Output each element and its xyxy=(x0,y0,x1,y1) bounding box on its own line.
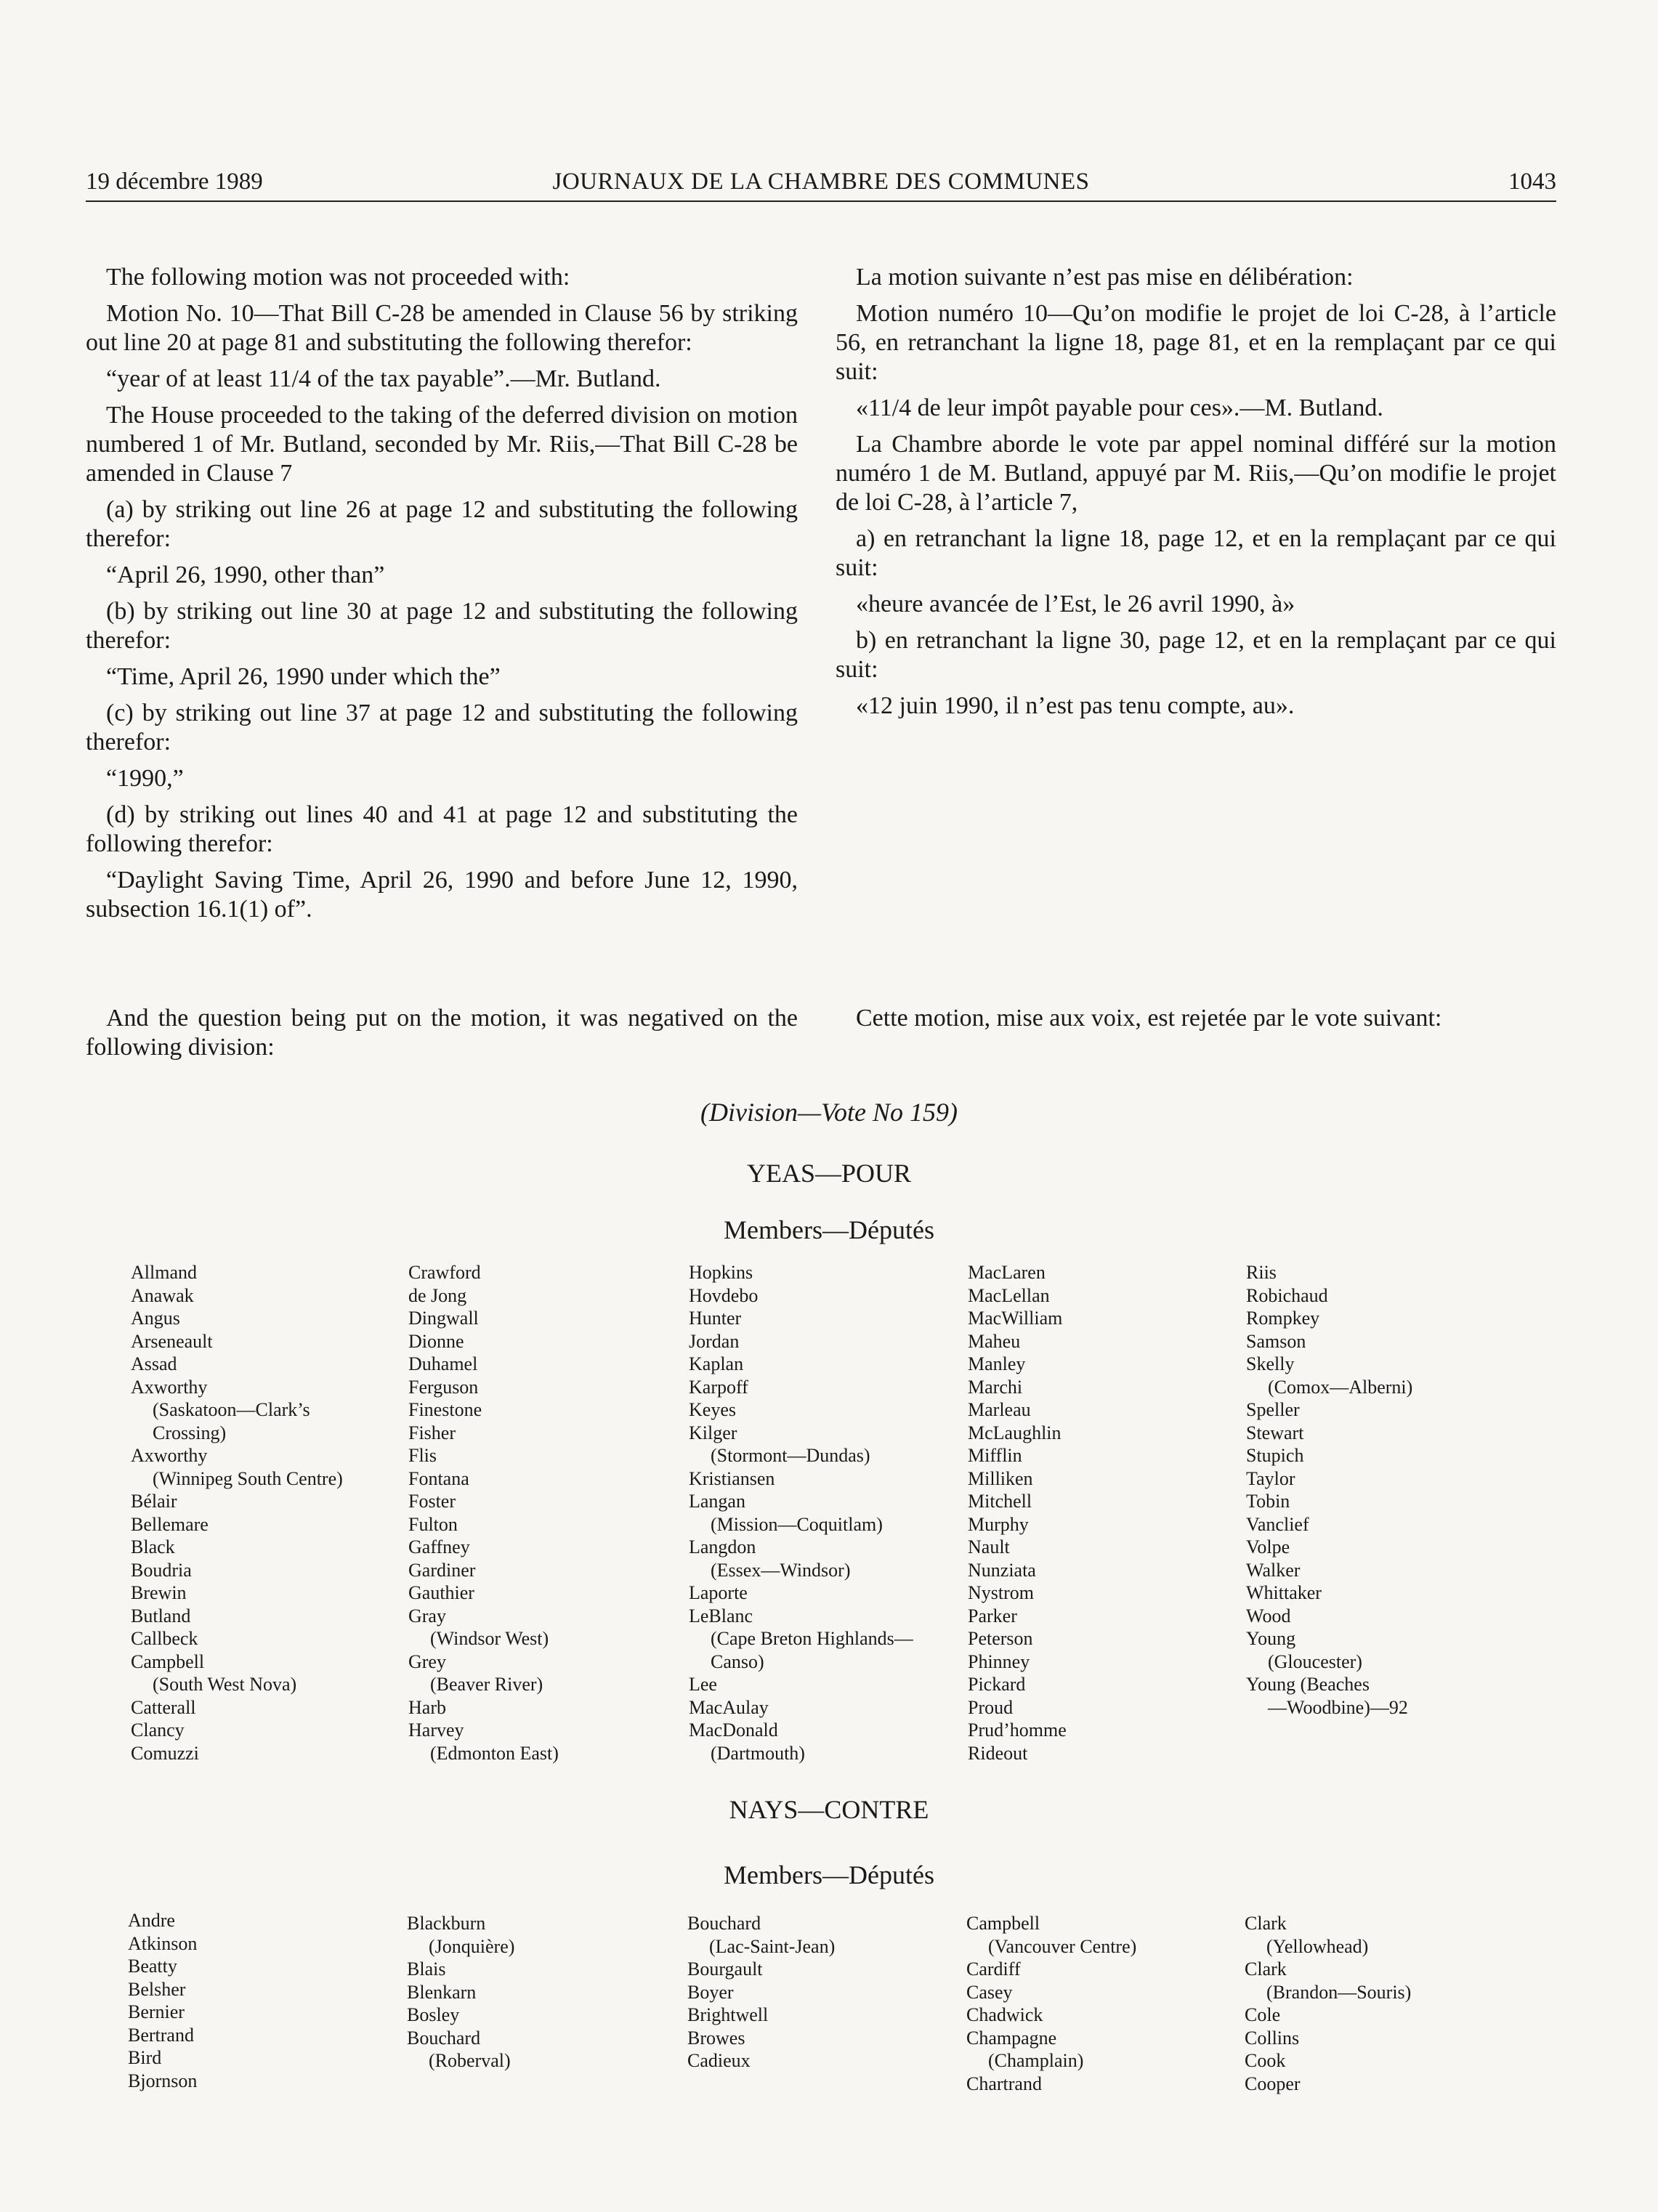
member-name: (Winnipeg South Centre) xyxy=(153,1467,343,1489)
member-name: Callbeck xyxy=(131,1628,198,1649)
member-name: Bourgault xyxy=(687,1958,763,1980)
member-name: Proud xyxy=(968,1696,1014,1718)
member-name: (Beaver River) xyxy=(430,1674,543,1695)
member-name: Stewart xyxy=(1246,1422,1304,1443)
member-name: MacWilliam xyxy=(968,1308,1063,1329)
member-name: McLaughlin xyxy=(968,1422,1061,1443)
member-name: Crossing) xyxy=(153,1422,227,1443)
member-name: Murphy xyxy=(968,1513,1029,1535)
en-paragraph: The following motion was not proceeded with: xyxy=(106,264,570,291)
member-name: Nault xyxy=(968,1536,1010,1557)
member-name: (Jonquière) xyxy=(429,1935,515,1957)
member-name: Collins xyxy=(1245,2027,1300,2049)
fr-paragraph: «12 juin 1990, il n’est pas tenu compte, au». xyxy=(856,692,1295,719)
member-name: Kristiansen xyxy=(689,1467,775,1489)
en-paragraph: (a) by striking out line 26 at page 12 and substituting the following therefor: xyxy=(86,496,798,552)
header-date: 19 décembre 1989 xyxy=(86,169,263,195)
member-name: Beatty xyxy=(128,1956,177,1977)
member-name: Whittaker xyxy=(1246,1582,1322,1603)
member-name: Belsher xyxy=(128,1978,186,2000)
member-name: Bjornson xyxy=(128,2070,198,2091)
member-name: (Stormont—Dundas) xyxy=(711,1445,870,1466)
en-paragraph: The House proceeded to the taking of the deferred division on motion numbered 1 of Mr. Butland, seconded by Mr. Riis,—That Bill C-28 be amended in Clause 7 xyxy=(86,402,798,487)
member-name: Atkinson xyxy=(128,1932,198,1954)
member-name: Harb xyxy=(408,1696,446,1718)
member-name: Boudria xyxy=(131,1559,192,1581)
member-name: (Edmonton East) xyxy=(430,1742,559,1764)
member-name: MacLaren xyxy=(968,1262,1046,1283)
member-name: Blais xyxy=(407,1958,446,1980)
member-name: (Yellowhead) xyxy=(1266,1935,1369,1957)
page-number: 1043 xyxy=(1508,169,1556,195)
member-name: Riis xyxy=(1246,1262,1277,1283)
yeas-heading: YEAS—POUR xyxy=(746,1159,912,1188)
member-name: Wood xyxy=(1246,1605,1291,1626)
member-name: Kilger xyxy=(689,1422,737,1443)
en-paragraph: “Time, April 26, 1990 under which the” xyxy=(106,663,501,690)
member-name: Finestone xyxy=(408,1399,482,1420)
yeas-column-5 xyxy=(1246,1261,1522,1719)
nays-column-3 xyxy=(687,1912,963,2073)
member-name: Cole xyxy=(1245,2004,1281,2025)
member-name: Prud’homme xyxy=(968,1719,1067,1741)
member-name: Dionne xyxy=(408,1330,464,1352)
member-name: Nystrom xyxy=(968,1582,1034,1603)
member-name: Hunter xyxy=(689,1308,742,1329)
member-name: LeBlanc xyxy=(689,1605,753,1626)
en-closing-paragraph: And the question being put on the motion, it was negatived on the following division: xyxy=(86,1005,798,1061)
yeas-column-1 xyxy=(131,1261,407,1765)
member-name: Black xyxy=(131,1536,175,1557)
member-name: Bernier xyxy=(128,2001,185,2022)
member-name: Skelly xyxy=(1246,1353,1295,1374)
member-name: Flis xyxy=(408,1445,437,1466)
member-name: Bertrand xyxy=(128,2024,194,2046)
member-name: Grey xyxy=(408,1650,446,1672)
member-name: (Comox—Alberni) xyxy=(1268,1376,1413,1398)
member-name: Marchi xyxy=(968,1376,1023,1398)
member-name: Young (Beaches xyxy=(1246,1674,1370,1695)
member-name: Jordan xyxy=(689,1330,740,1352)
member-name: Lee xyxy=(689,1674,717,1695)
member-name: Bosley xyxy=(407,2004,460,2025)
member-name: Fulton xyxy=(408,1513,458,1535)
member-name: Mitchell xyxy=(968,1491,1032,1512)
member-name: Axworthy xyxy=(131,1376,208,1398)
member-name: (Cape Breton Highlands— xyxy=(711,1628,913,1649)
yeas-members-heading: Members—Députés xyxy=(724,1215,934,1244)
member-name: Cardiff xyxy=(966,1958,1021,1980)
member-name: (Lac-Saint-Jean) xyxy=(709,1935,836,1957)
member-name: Duhamel xyxy=(408,1353,478,1374)
member-name: (Gloucester) xyxy=(1268,1650,1362,1672)
yeas-column-4 xyxy=(968,1261,1244,1765)
member-name: Crawford xyxy=(408,1262,481,1283)
member-name: Taylor xyxy=(1246,1467,1295,1489)
member-name: Blenkarn xyxy=(407,1981,477,2003)
member-name: Fontana xyxy=(408,1467,469,1489)
member-name: (Windsor West) xyxy=(430,1628,549,1649)
member-name: Keyes xyxy=(689,1399,736,1420)
member-name: Catterall xyxy=(131,1696,196,1718)
member-name: Rompkey xyxy=(1246,1308,1320,1329)
french-column xyxy=(836,263,1556,728)
en-paragraph: (c) by striking out line 37 at page 12 and substituting the following therefor: xyxy=(86,700,798,755)
fr-paragraph: «heure avancée de l’Est, le 26 avril 1990, à» xyxy=(856,591,1295,617)
member-name: Chartrand xyxy=(966,2073,1042,2094)
member-name: MacAulay xyxy=(689,1696,769,1718)
en-paragraph: “April 26, 1990, other than” xyxy=(106,562,385,588)
member-name: Canso) xyxy=(711,1650,764,1672)
yeas-column-2 xyxy=(408,1261,684,1765)
member-name: Samson xyxy=(1246,1330,1306,1352)
member-name: Casey xyxy=(966,1981,1013,2003)
member-name: (Dartmouth) xyxy=(711,1742,805,1764)
member-name: Milliken xyxy=(968,1467,1033,1489)
member-name: Brightwell xyxy=(687,2004,769,2025)
member-name: Bird xyxy=(128,2047,162,2068)
member-name: Langdon xyxy=(689,1536,756,1557)
member-name: Hovdebo xyxy=(689,1284,759,1306)
member-name: Anawak xyxy=(131,1284,194,1306)
member-name: Allmand xyxy=(131,1262,197,1283)
member-name: Stupich xyxy=(1246,1445,1304,1466)
fr-paragraph: «11/4 de leur impôt payable pour ces».—M. Butland. xyxy=(856,394,1383,421)
member-name: Laporte xyxy=(689,1582,748,1603)
header-rule xyxy=(86,200,1556,202)
member-name: Clark xyxy=(1245,1913,1287,1934)
member-name: Champagne xyxy=(966,2027,1057,2049)
member-name: Maheu xyxy=(968,1330,1021,1352)
yeas-column-3 xyxy=(689,1261,965,1765)
member-name: de Jong xyxy=(408,1284,467,1306)
member-name: (Essex—Windsor) xyxy=(711,1559,851,1581)
member-name: Gray xyxy=(408,1605,446,1626)
en-paragraph: “year of at least 11/4 of the tax payable”.—Mr. Butland. xyxy=(106,365,661,392)
member-name: Walker xyxy=(1246,1559,1301,1581)
member-name: Volpe xyxy=(1246,1536,1290,1557)
member-name: Boyer xyxy=(687,1981,734,2003)
member-name: Cooper xyxy=(1245,2073,1301,2094)
header-title: JOURNAUX DE LA CHAMBRE DES COMMUNES xyxy=(552,169,1090,195)
member-name: Marleau xyxy=(968,1399,1031,1420)
nays-column-4 xyxy=(966,1912,1242,2095)
member-name: (Mission—Coquitlam) xyxy=(711,1513,883,1535)
fr-paragraph: La Chambre aborde le vote par appel nominal différé sur la motion numéro 1 de M. Butland, appuyé par M. Riis,—Qu’on modifie le projet de loi C-28, à l’article 7, xyxy=(836,431,1556,516)
member-name: Peterson xyxy=(968,1628,1033,1649)
member-name: Ferguson xyxy=(408,1376,479,1398)
en-paragraph: Motion No. 10—That Bill C-28 be amended in Clause 56 by striking out line 20 at page 81 and substituting the following therefor: xyxy=(86,300,798,356)
member-name: Hopkins xyxy=(689,1262,753,1283)
member-name: Browes xyxy=(687,2027,745,2049)
member-name: MacLellan xyxy=(968,1284,1050,1306)
nays-column-5 xyxy=(1245,1912,1521,2095)
member-name: Mifflin xyxy=(968,1445,1022,1466)
member-name: Harvey xyxy=(408,1719,464,1741)
en-paragraph: (d) by striking out lines 40 and 41 at page 12 and substituting the following therefor: xyxy=(86,801,798,857)
member-name: Gauthier xyxy=(408,1582,474,1603)
member-name: Manley xyxy=(968,1353,1026,1374)
fr-paragraph: Motion numéro 10—Qu’on modifie le projet de loi C-28, à l’article 56, en retranchant la ligne 18, page 81, et en la remplaçant par ce qui suit: xyxy=(836,300,1556,385)
fr-paragraph: a) en retranchant la ligne 18, page 12, et en la remplaçant par ce qui suit: xyxy=(836,525,1556,581)
member-name: (Vancouver Centre) xyxy=(988,1935,1137,1957)
member-name: Phinney xyxy=(968,1650,1030,1672)
member-name: Bellemare xyxy=(131,1513,209,1535)
nays-column-1 xyxy=(128,1909,404,2092)
member-name: Tobin xyxy=(1246,1491,1290,1512)
en-paragraph: “Daylight Saving Time, April 26, 1990 and before June 12, 1990, subsection 16.1(1) of”. xyxy=(86,867,798,923)
en-paragraph: (b) by striking out line 30 at page 12 and substituting the following therefor: xyxy=(86,598,798,654)
member-name: Vanclief xyxy=(1246,1513,1309,1535)
member-name: Axworthy xyxy=(131,1445,208,1466)
member-name: Cook xyxy=(1245,2050,1286,2071)
member-name: Pickard xyxy=(968,1674,1026,1695)
member-name: Gardiner xyxy=(408,1559,476,1581)
member-name: (Brandon—Souris) xyxy=(1266,1981,1412,2003)
fr-paragraph: La motion suivante n’est pas mise en délibération: xyxy=(856,264,1354,291)
member-name: (Roberval) xyxy=(429,2050,511,2071)
member-name: Dingwall xyxy=(408,1308,479,1329)
member-name: Comuzzi xyxy=(131,1742,199,1764)
member-name: Speller xyxy=(1246,1399,1300,1420)
member-name: Cadieux xyxy=(687,2050,751,2071)
member-name: Parker xyxy=(968,1605,1017,1626)
member-name: Bélair xyxy=(131,1491,177,1512)
member-name: Campbell xyxy=(966,1913,1040,1934)
member-name: Campbell xyxy=(131,1650,205,1672)
english-column xyxy=(86,263,798,931)
member-name: Andre xyxy=(128,1910,175,1931)
member-name: Langan xyxy=(689,1491,745,1512)
fr-closing-paragraph: Cette motion, mise aux voix, est rejetée par le vote suivant: xyxy=(856,1005,1442,1032)
member-name: —Woodbine)—92 xyxy=(1268,1696,1408,1718)
member-name: Nunziata xyxy=(968,1559,1036,1581)
member-name: Gaffney xyxy=(408,1536,470,1557)
member-name: (Champlain) xyxy=(988,2050,1084,2071)
member-name: Robichaud xyxy=(1246,1284,1328,1306)
en-paragraph: “1990,” xyxy=(106,765,184,792)
division-title: (Division—Vote No 159) xyxy=(700,1098,958,1127)
nays-heading: NAYS—CONTRE xyxy=(729,1795,929,1824)
member-name: Foster xyxy=(408,1491,456,1512)
member-name: Kaplan xyxy=(689,1353,744,1374)
member-name: Chadwick xyxy=(966,2004,1043,2025)
member-name: Clark xyxy=(1245,1958,1287,1980)
nays-members-heading: Members—Députés xyxy=(724,1860,934,1889)
nays-column-2 xyxy=(407,1912,683,2073)
member-name: Bouchard xyxy=(687,1913,761,1934)
member-name: Angus xyxy=(131,1308,180,1329)
fr-paragraph: b) en retranchant la ligne 30, page 12, et en la remplaçant par ce qui suit: xyxy=(836,627,1556,683)
member-name: Clancy xyxy=(131,1719,185,1741)
member-name: Fisher xyxy=(408,1422,456,1443)
member-name: MacDonald xyxy=(689,1719,778,1741)
member-name: Karpoff xyxy=(689,1376,748,1398)
member-name: Butland xyxy=(131,1605,191,1626)
member-name: (Saskatoon—Clark’s xyxy=(153,1399,310,1420)
member-name: Brewin xyxy=(131,1582,187,1603)
member-name: Young xyxy=(1246,1628,1296,1649)
member-name: Assad xyxy=(131,1353,177,1374)
member-name: (South West Nova) xyxy=(153,1674,297,1695)
member-name: Bouchard xyxy=(407,2027,481,2049)
member-name: Blackburn xyxy=(407,1913,486,1934)
member-name: Rideout xyxy=(968,1742,1028,1764)
member-name: Arseneault xyxy=(131,1330,213,1352)
